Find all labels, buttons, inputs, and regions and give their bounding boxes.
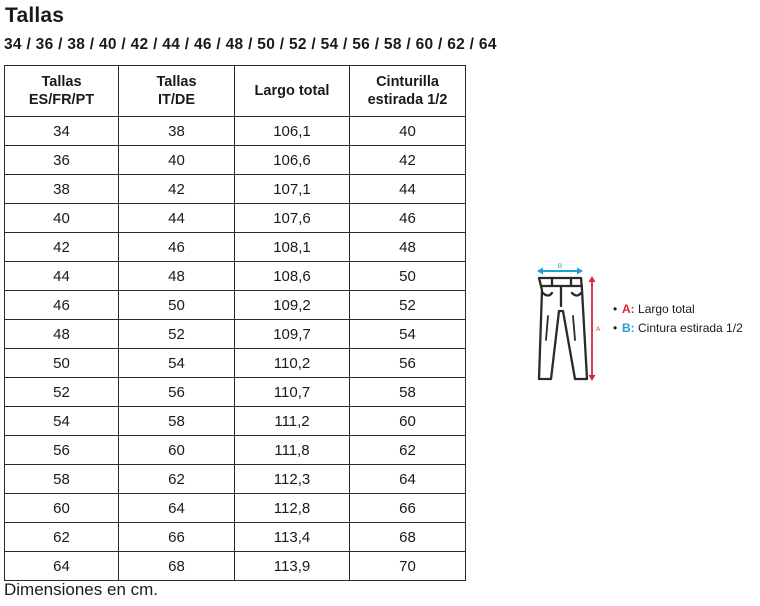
table-cell: 111,8: [235, 436, 350, 465]
label-b: B: [557, 263, 563, 270]
table-cell: 62: [119, 465, 235, 494]
table-cell: 107,1: [235, 175, 350, 204]
table-cell: 38: [5, 175, 119, 204]
legend-text: Largo total: [638, 302, 695, 316]
table-row: [5, 320, 466, 349]
table-cell: 44: [119, 204, 235, 233]
header-line: Tallas: [41, 74, 82, 90]
table-cell: 52: [350, 291, 466, 320]
table-cell: 58: [5, 465, 119, 494]
header-line: ES/FR/PT: [28, 92, 95, 108]
table-row: [5, 407, 466, 436]
table-cell: 60: [5, 494, 119, 523]
right-pocket: [572, 293, 581, 296]
header-line: Largo total: [254, 83, 330, 99]
right-crease: [573, 316, 575, 340]
table-cell: 56: [119, 378, 235, 407]
header-total-length: [235, 66, 350, 117]
measurement-legend: [613, 300, 743, 338]
table-cell: 56: [350, 349, 466, 378]
table-body: [5, 117, 466, 581]
trousers-icon: [528, 260, 608, 390]
table-row: [5, 146, 466, 175]
bullet: •: [613, 321, 618, 335]
table-cell: 111,2: [235, 407, 350, 436]
table-cell: 34: [5, 117, 119, 146]
table-cell: 54: [350, 320, 466, 349]
table-cell: 40: [350, 117, 466, 146]
table-cell: 36: [5, 146, 119, 175]
table-row: [5, 349, 466, 378]
table-cell: 113,4: [235, 523, 350, 552]
table-cell: 42: [5, 233, 119, 262]
header-line: estirada 1/2: [367, 92, 448, 108]
size-table: [4, 65, 466, 581]
table-cell: 112,8: [235, 494, 350, 523]
table-cell: 106,6: [235, 146, 350, 175]
table-cell: 66: [350, 494, 466, 523]
header-sizes-es: [5, 66, 119, 117]
table-cell: 58: [350, 378, 466, 407]
table-cell: 62: [5, 523, 119, 552]
left-crease: [546, 316, 548, 340]
table-cell: 46: [5, 291, 119, 320]
table-row: [5, 552, 466, 581]
table-cell: 68: [119, 552, 235, 581]
dimensions-note: Dimensiones en cm.: [4, 580, 159, 599]
legend-key: B:: [622, 321, 635, 335]
label-a: A: [596, 326, 601, 333]
legend-text: Cintura estirada 1/2: [638, 321, 743, 335]
table-cell: 52: [5, 378, 119, 407]
table-cell: 112,3: [235, 465, 350, 494]
table-row: [5, 117, 466, 146]
table-row: [5, 291, 466, 320]
table-cell: 109,2: [235, 291, 350, 320]
table-header-row: [5, 66, 466, 117]
table-row: [5, 175, 466, 204]
table-cell: 108,1: [235, 233, 350, 262]
available-sizes: 34 / 36 / 38 / 40 / 42 / 44 / 46 / 48 / 50 / 52 / 54 / 56 / 58 / 60 / 62 / 64: [4, 36, 497, 53]
left-pocket: [543, 293, 552, 296]
table-cell: 48: [350, 233, 466, 262]
header-line: IT/DE: [157, 92, 196, 108]
table-row: [5, 262, 466, 291]
table-cell: 70: [350, 552, 466, 581]
table-cell: 40: [119, 146, 235, 175]
bullet: •: [613, 302, 618, 316]
table-row: [5, 233, 466, 262]
table-cell: 46: [119, 233, 235, 262]
table-cell: 38: [119, 117, 235, 146]
table-cell: 42: [350, 146, 466, 175]
length-arrow-bottom: [589, 375, 596, 381]
table-row: [5, 378, 466, 407]
table-cell: 50: [5, 349, 119, 378]
table-cell: 68: [350, 523, 466, 552]
table-cell: 50: [119, 291, 235, 320]
table-row: [5, 523, 466, 552]
waist-arrow-left: [537, 268, 543, 275]
table-cell: 64: [119, 494, 235, 523]
table-cell: 106,1: [235, 117, 350, 146]
table-cell: 46: [350, 204, 466, 233]
header-sizes-it: [119, 66, 235, 117]
table-cell: 54: [119, 349, 235, 378]
table-cell: 60: [119, 436, 235, 465]
table-row: [5, 204, 466, 233]
table-cell: 110,7: [235, 378, 350, 407]
table-cell: 58: [119, 407, 235, 436]
waist-arrow-right: [577, 268, 583, 275]
table-cell: 44: [5, 262, 119, 291]
table-cell: 109,7: [235, 320, 350, 349]
page-title: Tallas: [5, 4, 65, 27]
table-cell: 44: [350, 175, 466, 204]
legend-key: A:: [622, 302, 635, 316]
table-cell: 56: [5, 436, 119, 465]
table-cell: 107,6: [235, 204, 350, 233]
table-cell: 113,9: [235, 552, 350, 581]
table-cell: 62: [350, 436, 466, 465]
header-line: Tallas: [156, 74, 197, 90]
table-cell: 50: [350, 262, 466, 291]
table-cell: 64: [5, 552, 119, 581]
legend-item-b: [613, 319, 743, 338]
table-cell: 40: [5, 204, 119, 233]
table-cell: 64: [350, 465, 466, 494]
table-cell: 52: [119, 320, 235, 349]
table-cell: 108,6: [235, 262, 350, 291]
table-cell: 42: [119, 175, 235, 204]
header-line: Cinturilla: [376, 74, 439, 90]
table-cell: 48: [5, 320, 119, 349]
table-row: [5, 465, 466, 494]
header-waist: [350, 66, 466, 117]
length-arrow-top: [589, 276, 596, 282]
legend-item-a: [613, 300, 743, 319]
table-cell: 54: [5, 407, 119, 436]
table-cell: 66: [119, 523, 235, 552]
table-cell: 48: [119, 262, 235, 291]
table-cell: 110,2: [235, 349, 350, 378]
table-row: [5, 494, 466, 523]
table-row: [5, 436, 466, 465]
table-cell: 60: [350, 407, 466, 436]
